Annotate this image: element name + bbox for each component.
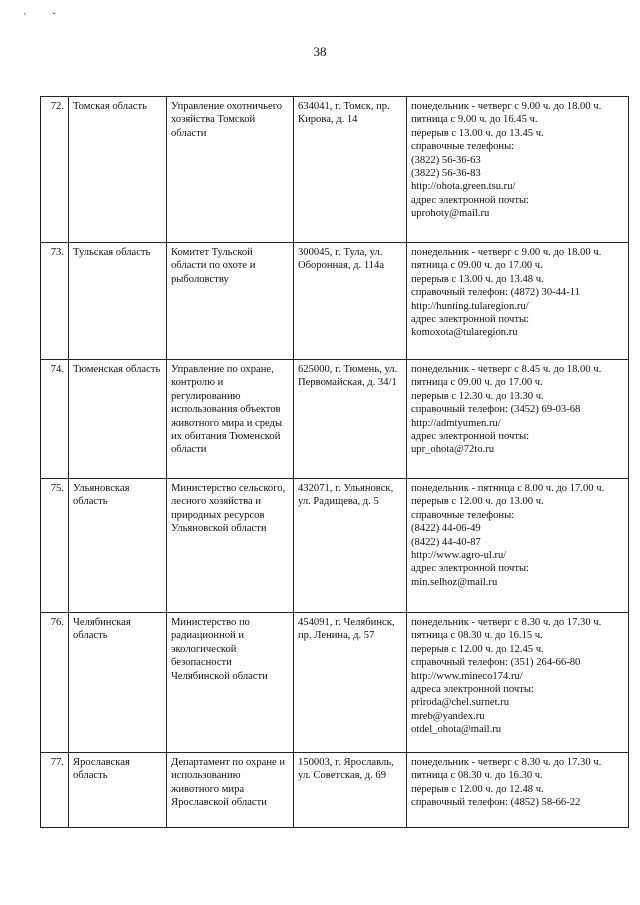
region-cell: Ульяновская область: [69, 479, 167, 613]
schedule-line: адрес электронной почты:: [411, 563, 530, 575]
schedule-line: http://admtyumen.ru/: [411, 417, 501, 429]
region-cell: Тюменская область: [69, 360, 167, 479]
row-number: 74.: [41, 360, 69, 479]
row-number: 72.: [41, 97, 69, 243]
schedule-line: понедельник - пятница с 8.00 ч. до 17.00 ч.: [411, 483, 605, 494]
schedule-line: перерыв с 13.00 ч. до 13.48 ч.: [411, 273, 544, 285]
row-number: 73.: [41, 243, 69, 360]
schedule-line: адрес электронной почты:: [411, 431, 530, 443]
schedule-line: пятница с 9.00 ч. до 16.45 ч.: [411, 114, 538, 126]
schedule-line: пятница с 09.00 ч. до 17.00 ч.: [411, 377, 543, 389]
organization-cell: Министерство сельского, лесного хозяйства и природных ресурсов Ульяновской области: [167, 479, 294, 613]
row-number: 77.: [41, 753, 69, 828]
region-cell: Ярославская область: [69, 753, 167, 828]
schedule-line: адрес электронной почты:: [411, 314, 530, 326]
schedule-line: адрес электронной почты:: [411, 194, 530, 206]
schedule-line: справочный телефон: (4852) 58-66-22: [411, 797, 581, 809]
organization-cell: Департамент по охране и использованию животного мира Ярославской области: [167, 753, 294, 828]
table-row: [41, 243, 629, 360]
schedule-cell: [407, 243, 629, 360]
schedule-cell: [407, 479, 629, 613]
schedule-line: upr_ohota@72to.ru: [411, 444, 495, 456]
schedule-cell: [407, 97, 629, 243]
table-body: [41, 97, 629, 828]
organization-cell: Комитет Тульской области по охоте и рыболовству: [167, 243, 294, 360]
address-cell: 300045, г. Тула, ул. Оборонная, д. 114а: [294, 243, 407, 360]
table-row: [41, 479, 629, 613]
address-cell: 150003, г. Ярославль, ул. Советская, д. 69: [294, 753, 407, 828]
schedule-line: mreb@yandex.ru: [411, 710, 485, 722]
schedule-line: понедельник - четверг с 9.00 ч. до 18.00 ч.: [411, 247, 602, 258]
schedule-line: пятница с 08.30 ч. до 16.30 ч.: [411, 770, 543, 782]
schedule-cell: [407, 753, 629, 828]
table-row: [41, 360, 629, 479]
schedule-line: http://www.agro-ul.ru/: [411, 550, 507, 562]
schedule-line: пятница с 09.00 ч. до 17.00 ч.: [411, 260, 543, 272]
schedule-line: http://ohota.green.tsu.ru/: [411, 181, 516, 193]
schedule-line: перерыв с 13.00 ч. до 13.45 ч.: [411, 127, 544, 139]
schedule-line: min.selhoz@mail.ru: [411, 576, 498, 588]
region-cell: Челябинская область: [69, 613, 167, 753]
address-cell: 454091, г. Челябинск, пр. Ленина, д. 57: [294, 613, 407, 753]
schedule-line: uprohoty@mail.ru: [411, 208, 490, 220]
page-number: 38: [313, 44, 327, 59]
scan-marks: [24, 12, 80, 23]
schedule-line: (8422) 44-06-49: [411, 523, 481, 535]
schedule-line: (3822) 56-36-83: [411, 168, 481, 180]
schedule-line: priroda@chel.surnet.ru: [411, 697, 510, 709]
schedule-cell: [407, 613, 629, 753]
region-cell: Тульская область: [69, 243, 167, 360]
schedule-line: пятница с 08.30 ч. до 16.15 ч.: [411, 630, 543, 642]
schedule-line: otdel_ohota@mail.ru: [411, 724, 502, 736]
table-row: [41, 97, 629, 243]
schedule-line: перерыв с 12.30 ч. до 13.30 ч.: [411, 390, 544, 402]
schedule-line: справочный телефон: (3452) 69-03-68: [411, 404, 581, 416]
address-cell: 625000, г. Тюмень, ул. Первомайская, д. 34/1: [294, 360, 407, 479]
organization-cell: Управление по охране, контролю и регулированию использования объектов животного мира и среды их обитания Тюменской области: [167, 360, 294, 479]
schedule-line: (3822) 56-36-63: [411, 154, 481, 166]
schedule-line: http://www.mineco174.ru/: [411, 670, 523, 682]
address-cell: 432071, г. Ульяновск, ул. Радищева, д. 5: [294, 479, 407, 613]
schedule-line: справочный телефон: (351) 264-66-80: [411, 657, 581, 669]
schedule-line: справочный телефон: (4872) 30-44-11: [411, 287, 580, 299]
schedule-line: перерыв с 12.00 ч. до 12.48 ч.: [411, 783, 544, 795]
organization-cell: Управление охотничьего хозяйства Томской области: [167, 97, 294, 243]
row-number: 75.: [41, 479, 69, 613]
schedule-line: адреса электронной почты:: [411, 684, 534, 696]
scan-mark: ': [24, 12, 26, 23]
schedule-line: перерыв с 12.00 ч. до 13.00 ч.: [411, 496, 544, 508]
row-number: 76.: [41, 613, 69, 753]
region-cell: Томская область: [69, 97, 167, 243]
schedule-line: перерыв с 12.00 ч. до 12.45 ч.: [411, 643, 544, 655]
schedule-line: понедельник - четверг с 8.30 ч. до 17.30 ч.: [411, 617, 602, 628]
organization-cell: Министерство по радиационной и экологической безопасности Челябинской области: [167, 613, 294, 753]
schedule-line: http://hunting.tularegion.ru/: [411, 300, 529, 312]
scan-mark: ˇ: [52, 12, 56, 23]
schedule-line: (8422) 44-40-87: [411, 536, 481, 548]
schedule-line: справочные телефоны:: [411, 141, 515, 153]
table-row: [41, 613, 629, 753]
authorities-table: [40, 96, 629, 828]
schedule-line: komoxota@tularegion.ru: [411, 327, 518, 339]
schedule-line: понедельник - четверг с 9.00 ч. до 18.00 ч.: [411, 101, 602, 112]
table-row: [41, 753, 629, 828]
schedule-line: понедельник - четверг с 8.45 ч. до 18.00 ч.: [411, 364, 602, 375]
schedule-cell: [407, 360, 629, 479]
schedule-line: справочные телефоны:: [411, 509, 515, 521]
address-cell: 634041, г. Томск, пр. Кирова, д. 14: [294, 97, 407, 243]
schedule-line: понедельник - четверг с 8.30 ч. до 17.30 ч.: [411, 757, 602, 768]
